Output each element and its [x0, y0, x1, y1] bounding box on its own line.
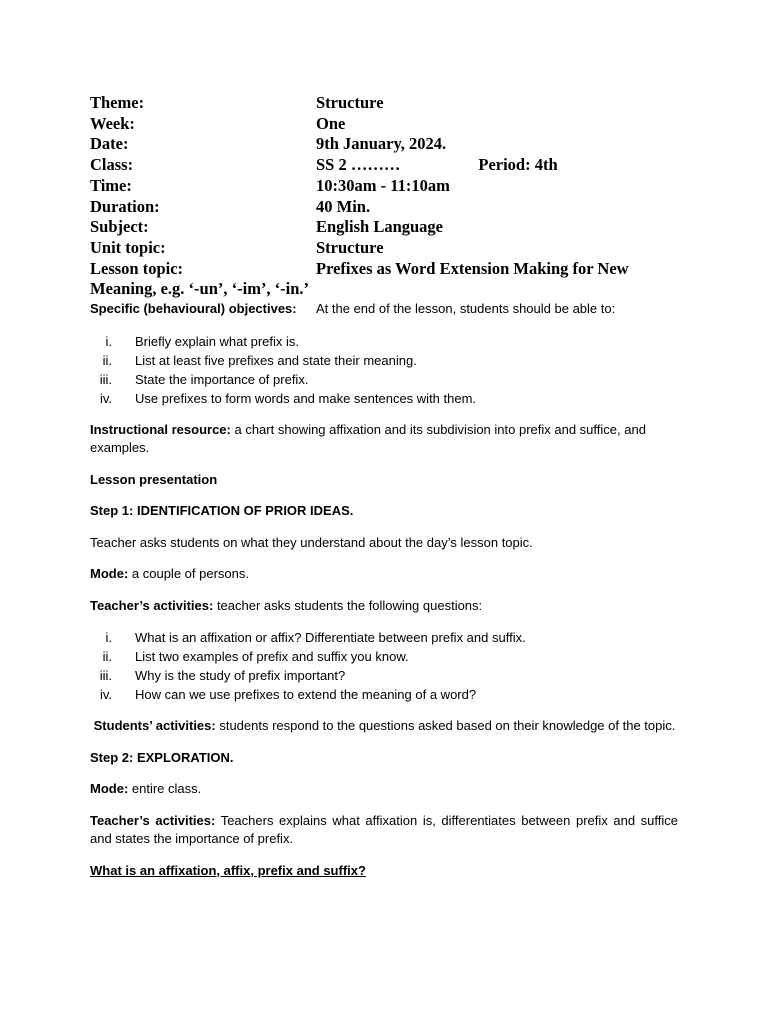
- header-label: Week:: [90, 113, 135, 133]
- instructional-resource: [90, 421, 678, 458]
- mode-text: entire class.: [128, 781, 202, 797]
- header-label: Lesson topic:: [90, 258, 184, 278]
- lesson-note-page: [90, 93, 678, 880]
- step1-title: Step 1: IDENTIFICATION OF PRIOR IDEAS.: [90, 503, 354, 519]
- header-row-date: [90, 134, 678, 155]
- header-row-duration: [90, 197, 678, 218]
- header-row-time: [90, 176, 678, 197]
- header-row-class: [90, 155, 678, 176]
- step2-mode: [90, 780, 678, 799]
- list-number: iv.: [99, 390, 112, 406]
- lesson-topic-continuation: Meaning, e.g. ‘-un’, ‘-im’, ‘-in.’: [90, 279, 310, 299]
- mode-label: Mode:: [90, 566, 129, 582]
- mode-text: a couple of persons.: [128, 566, 249, 582]
- teacher-label: Teacher’s activities:: [90, 812, 216, 828]
- resource-text: a chart showing affixation and its subdivision into prefix and suffice, and examples.: [90, 421, 646, 456]
- resource-label: Instructional resource:: [90, 421, 231, 437]
- step1-mode: [90, 565, 678, 584]
- header-row-subject: [90, 217, 678, 238]
- header-value: Structure: [316, 93, 384, 112]
- teacher-text: Teachers explains what affixation is, differentiates between prefix and suffice and states the importance of prefix.: [90, 812, 679, 847]
- header-value: One: [316, 113, 346, 133]
- list-number: i.: [105, 630, 112, 646]
- list-item: [90, 332, 678, 351]
- step2-title: Step 2: EXPLORATION.: [90, 749, 234, 765]
- list-item: [90, 351, 678, 370]
- header-value: Prefixes as Word Extension Making for New: [316, 258, 629, 278]
- lesson-header: [90, 93, 678, 300]
- affixation-subheading: What is an affixation, affix, prefix and suffix?: [90, 862, 366, 878]
- list-text: Why is the study of prefix important?: [135, 668, 346, 684]
- objectives-list: [90, 332, 678, 408]
- header-value: 40 Min.: [316, 196, 371, 216]
- list-number: iii.: [99, 371, 112, 387]
- header-label: Subject:: [90, 217, 149, 237]
- list-number: iv.: [99, 687, 112, 703]
- header-label: Theme:: [90, 93, 145, 112]
- teacher-text: teacher asks students the following questions:: [213, 597, 483, 613]
- header-value: SS 2 ………: [316, 155, 401, 175]
- header-label: Unit topic:: [90, 237, 166, 257]
- list-text: Use prefixes to form words and make sentences with them.: [135, 390, 477, 406]
- list-text: List two examples of prefix and suffix you know.: [135, 649, 409, 665]
- header-row-lesson-topic: [90, 259, 678, 280]
- list-number: i.: [105, 333, 112, 349]
- list-item: [90, 685, 678, 704]
- header-value: Structure: [316, 237, 384, 257]
- header-label: Time:: [90, 175, 132, 195]
- header-value: 10:30am - 11:10am: [316, 175, 450, 195]
- step2-teacher-activities: [90, 812, 678, 849]
- list-text: How can we use prefixes to extend the meaning of a word?: [135, 687, 477, 703]
- step1-teacher-activities: [90, 597, 678, 616]
- list-text: State the importance of prefix.: [135, 371, 309, 387]
- header-label: Date:: [90, 134, 129, 154]
- period-value: Period: 4th: [478, 155, 558, 175]
- mode-label: Mode:: [90, 781, 129, 797]
- list-item: [90, 389, 678, 408]
- list-item: [90, 628, 678, 647]
- students-text: students respond to the questions asked based on their knowledge of the topic.: [215, 718, 676, 734]
- header-row-unit-topic: [90, 238, 678, 259]
- students-label: Students’ activities:: [93, 718, 216, 734]
- header-label: Duration:: [90, 196, 160, 216]
- objectives-intro: At the end of the lesson, students should be able to:: [316, 301, 616, 317]
- list-item: [90, 647, 678, 666]
- header-row-week: [90, 114, 678, 135]
- header-value: 9th January, 2024.: [316, 134, 447, 154]
- questions-list: [90, 628, 678, 704]
- step1-intro: Teacher asks students on what they understand about the day’s lesson topic.: [90, 534, 533, 550]
- list-text: What is an affixation or affix? Differentiate between prefix and suffix.: [135, 630, 526, 646]
- list-number: ii.: [102, 352, 112, 368]
- step1-students-activities: [90, 717, 678, 736]
- list-item: [90, 666, 678, 685]
- presentation-title: Lesson presentation: [90, 471, 218, 487]
- objectives-row: [90, 300, 678, 319]
- lesson-body: [90, 300, 678, 880]
- teacher-label: Teacher’s activities:: [90, 597, 214, 613]
- list-number: ii.: [102, 649, 112, 665]
- header-label: Class:: [90, 155, 134, 175]
- header-value: English Language: [316, 217, 444, 237]
- header-row-theme: [90, 93, 678, 114]
- list-item: [90, 370, 678, 389]
- objectives-label: Specific (behavioural) objectives:: [90, 301, 297, 317]
- list-text: List at least five prefixes and state their meaning.: [135, 352, 417, 368]
- list-number: iii.: [99, 668, 112, 684]
- list-text: Briefly explain what prefix is.: [135, 333, 300, 349]
